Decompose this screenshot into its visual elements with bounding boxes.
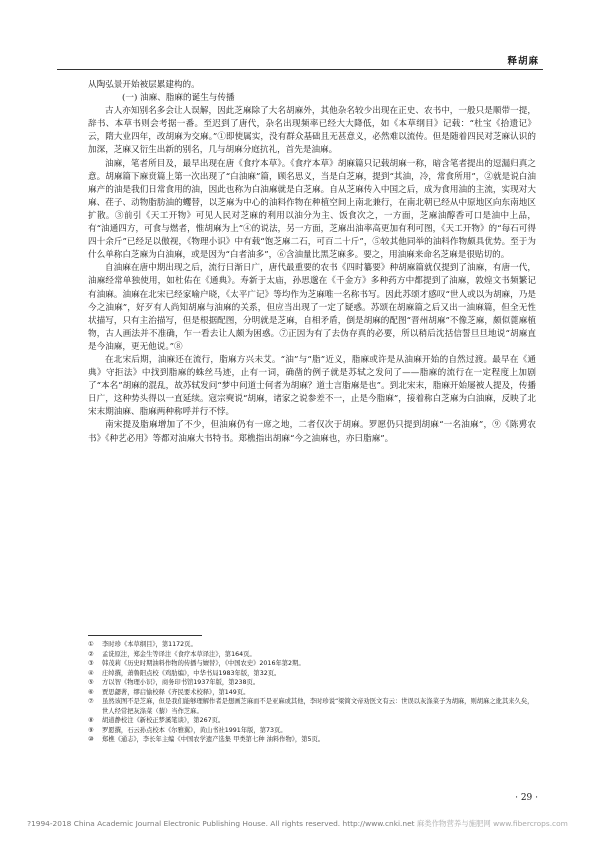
footnote-text: 李时珍《本草纲目》，第1172页。 bbox=[102, 641, 197, 648]
footnote-number: ① bbox=[88, 641, 94, 648]
section-heading: (一) 油麻、脂麻的诞生与传播 bbox=[122, 93, 235, 104]
footnote-number: ⑨ bbox=[88, 726, 94, 734]
footnote bbox=[88, 726, 536, 736]
paragraph: 油麻，笔者所目及，最早出现在唐《食疗本草》。《食疗本草》胡麻篇只记载胡麻一称，暗含笔者提出的逗漏归真之意。胡麻篇下麻贲篇上第一次出现了“白油麻”篇，顾名思义，当是白芝麻，提到“其油，冷，常食所用”，②就是说白油麻产的油是我们日常食用的油，因此也称为白油麻就是白芝麻。自从芝麻传入中国之后，成为食用油的主流，实现对大麻、荏子、动物脂肪油的蠼替，以芝麻为中心的油料作物在种植空间上南北兼行，在南北朝已经从中原地区向东南地区扩散。③前引《天工开物》可见人民对芝麻的利用以油分为主、饭食次之，一方面，芝麻油醇香可口是油中上品，有“油通四方，可食与燃者，惟胡麻为上”④的说法，另一方面，芝麻出油率高更加有利可图，《天工开物》的“每石可得四十余斤”已经足以傲视，《物理小识》中有载“饱芝麻二石，可百二十斤”，⑤较其他同举的油料作物颇具优势。至于为什么单称白芝麻为白油麻，或是因为“白者油多”，⑥含油量比黑芝麻多。要之，用油麻来命名芝麻是很贴切的。 bbox=[88, 158, 536, 261]
running-head: 释胡麻 bbox=[507, 56, 539, 67]
footnote-text: 罗愿撰，石云孙点校本《尔雅翼》，黄山书社1991年版，第73页。 bbox=[102, 726, 287, 734]
copyright-footer bbox=[0, 818, 595, 829]
footnote bbox=[88, 697, 536, 716]
footnote-number: ⑧ bbox=[88, 717, 94, 724]
footnote bbox=[88, 735, 536, 745]
footnote-number: ② bbox=[88, 650, 94, 658]
footnote bbox=[88, 640, 536, 650]
header-rule bbox=[57, 69, 543, 70]
footnotes bbox=[88, 640, 536, 745]
footnote-text: 贾思勰著，缪启愉校释《齐民要术校释》，第149页。 bbox=[102, 688, 250, 696]
footnote-text: 胡道静校注《新校正梦溪笔谈》，第267页。 bbox=[102, 717, 225, 724]
paragraph: 古人亦知别名多会让人误解，因此芝麻除了大名胡麻外，其他杂名较少出现在正史、农书中，一般只是顺带一提，辞书、本草书则会考据一番。至迟到了唐代，杂名出现频率已经大大降低，如《本草纲目》记载：“杜宝《拾遗记》云，隋大业四年，改胡麻为交麻。”①即使属实，没有群众基础且无甚意义，必然难以流传。但是随着四民对芝麻认识的加深，芝麻又衍生出新的别名，几与胡麻分庭抗礼，首先是油麻。 bbox=[88, 106, 536, 156]
paragraph: 从陶弘景开始被层累建构的。 bbox=[88, 80, 200, 90]
footnote-number: ⑥ bbox=[88, 688, 94, 696]
footnote-text: 孟诜原注，郑金生等译注《食疗本草译注》，第164页。 bbox=[102, 650, 256, 658]
footnote-number: ⑩ bbox=[88, 736, 94, 743]
paragraph: 在北宋后期，油麻还在流行，脂麻方兴未艾。“油”与“脂”近义，脂麻或许是从油麻开始的自然过渡。最早在《通典》守拒法》中找到脂麻的蛛丝马迹，止有一词，确凿的例子就是苏轼之发问了——脂麻的流行在一定程度上加剧了“本名”胡麻的混乱，故苏轼发问“梦中问道士何者为胡麻？道士言脂麻是也”。到北宋末，脂麻开始屡被人提及，传播日广，这种势头得以一直延续。寇宗奭说“胡麻，诸家之说参差不一，止是今脂麻”，接着称白芝麻为白油麻，反映了北宋末期油麻、脂麻两种称呼并行不悖。 bbox=[88, 354, 536, 418]
footnote-text: 虽然该图不是芝麻，但是我们能够理解作者是想画芝麻而不是亚麻或其他，李时珍说“梁简文帝劝医文有云：世误以灰涤菜子为胡麻，则胡麻之讹其来久矣，世人经常把灰涤菜（藜）当作芝麻。 bbox=[102, 698, 534, 715]
footnote bbox=[88, 688, 536, 698]
footnote-rule bbox=[88, 635, 202, 636]
page-number: · 29 · bbox=[515, 793, 538, 803]
footnote bbox=[88, 669, 536, 679]
footnote bbox=[88, 678, 536, 688]
footnote-text: 郑樵《通志》，李长年主编《中国农学遗产选集 甲类第七种 油料作物》，第5页。 bbox=[102, 736, 325, 743]
paragraph: 南宋提及脂麻增加了不少，但油麻仍有一席之地，二者仅次于胡麻。罗愿仍只提到胡麻“一名油麻”，⑨《陈旉农书》《种艺必用》等都对油麻大书特书。郑樵指出胡麻“今之油麻也，亦曰脂麻”。 bbox=[88, 420, 536, 444]
footnote-text: 庄绰撰，萧鲁阳点校《鸡肋编》，中华书局1983年版，第32页。 bbox=[102, 669, 281, 677]
article-body bbox=[88, 79, 536, 446]
footnote-number: ④ bbox=[88, 669, 94, 677]
copyright-text: ?1994-2018 China Academic Journal Electronic Publishing House. All rights reserved. http://www.cnki.net bbox=[27, 819, 415, 828]
footnote-text: 韩茂莉《历史时期油料作物的传播与嬗替》，《中国农史》2016年第2期。 bbox=[102, 660, 305, 667]
footnote-number: ⑤ bbox=[88, 679, 94, 686]
footnote-number: ⑦ bbox=[88, 698, 94, 705]
footnote bbox=[88, 716, 536, 726]
paragraph: 自油麻在唐中期出现之后，流行日渐日广，唐代最重要的农书《四时纂要》种胡麻篇就仅提到了油麻，有唐一代，油麻经常单独使用，如杜佑在《通典》。寿新于太庙，孙思邈在《千金方》多种药方中都提到了油麻，敦煌文书频繁记有油麻。油麻在北宋已经家喻户晓，《太平广记》等均作为芝麻唯一名称书写。因此苏颂才感叹“世人或以为胡麻，乃是今之油麻”，好歹有人尚知胡麻与油麻的关系，但应当出现了一定了疑惑。苏颂在胡麻篇之后又出一油麻篇，但全无性状描写，只有主治描写，但是根据配图，分明就是芝麻，自相矛盾，倒是胡麻的配图“晋州胡麻”不像芝麻，颇似蓖麻植物，古人画法并不准确，乍一看去让人颇为困惑。⑦正因为有了去伪存真的必要，所以稍后沈括信誓旦旦地说“胡麻直是今油麻，更无他说。”⑧ bbox=[88, 263, 536, 352]
watermark-text: 麻类作物营养与施肥网 www.fibercrops.com bbox=[416, 819, 568, 828]
footnote bbox=[88, 650, 536, 660]
footnote-number: ③ bbox=[88, 660, 94, 667]
footnote bbox=[88, 659, 536, 669]
footnote-text: 方以智《物理小识》，商务印书馆1937年版，第238页。 bbox=[102, 679, 260, 686]
